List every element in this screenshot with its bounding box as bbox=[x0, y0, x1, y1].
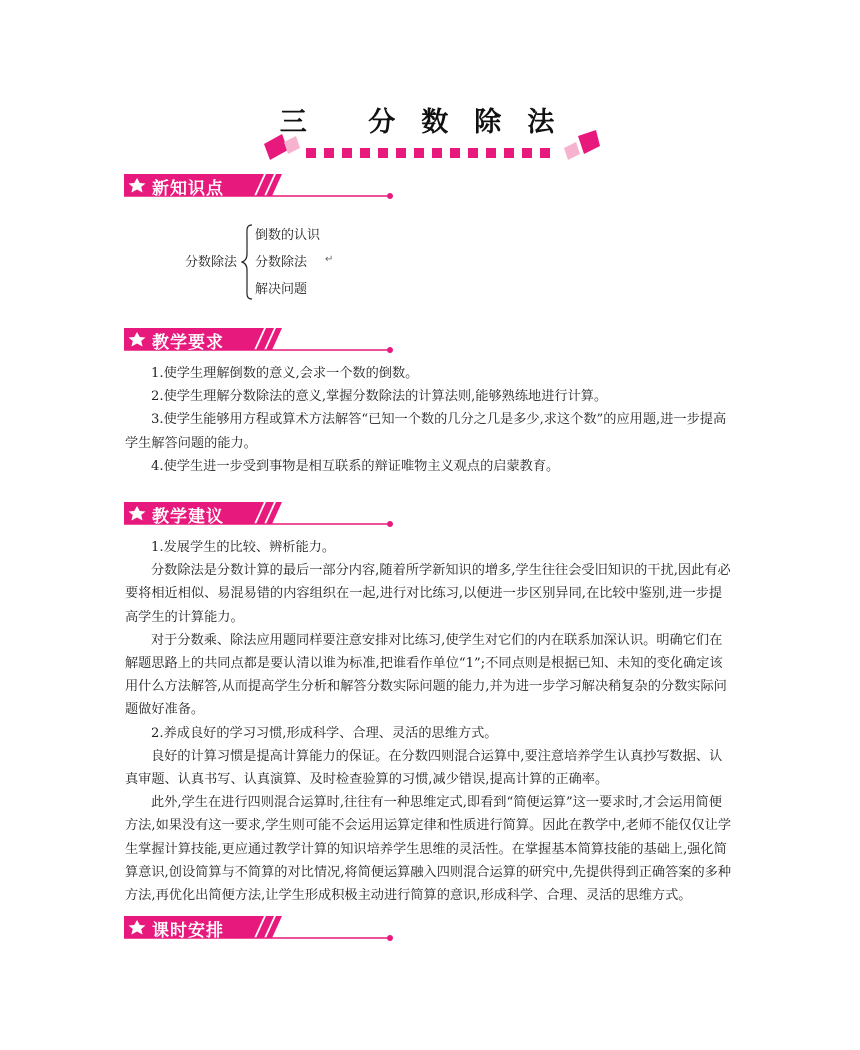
tree-item: 倒数的认识 bbox=[255, 228, 321, 243]
section-title: 教学建议 bbox=[152, 507, 224, 527]
suggestion-paragraph: 对于分数乘、除法应用题同样要注意安排对比练习,使学生对它们的内在联系加深认识。明确它们在解题思路上的共同点都是要认清以谁为标准,把谁看作单位“1”;不同点则是根据已知、未知的变化确定该用什么方法解答,从而提高学生分析和解答分数实际问题的能力,并为进一步学习解决稍复杂的分数实际问题做好准备。 bbox=[125, 632, 727, 718]
tree-root: 分数除法 bbox=[185, 255, 238, 270]
title-decoration bbox=[262, 128, 602, 164]
requirement-item: 2.使学生理解分数除法的意义,掌握分数除法的计算法则,能够熟练地进行计算。 bbox=[151, 389, 608, 405]
suggestion-paragraph: 良好的计算习惯是提高计算能力的保证。在分数四则混合运算中,要注意培养学生认真抄写数据、认真审题、认真书写、认真演算、及时检查验算的习惯,减少错误,提高计算的正确率。 bbox=[125, 748, 723, 788]
section-header-schedule bbox=[124, 914, 394, 954]
section-title: 课时安排 bbox=[152, 921, 224, 941]
knowledge-tree bbox=[185, 222, 385, 300]
suggestion-paragraph: 分数除法是分数计算的最后一部分内容,随着所学新知识的增多,学生往往会受旧知识的干扰,因此有必要将相近相似、易混易错的内容组织在一起,进行对比练习,以便进一步区别异同,在比较中鉴别,进一步提高学生的计算能力。 bbox=[125, 563, 731, 625]
tree-item: 解决问题 bbox=[255, 282, 308, 297]
section-title: 新知识点 bbox=[152, 179, 224, 199]
section-header-suggestions bbox=[124, 500, 394, 540]
suggestions-body bbox=[125, 536, 735, 907]
requirements-list bbox=[125, 362, 735, 478]
requirement-item: 3.使学生能够用方程或算术方法解答“已知一个数的几分之几是多少,求这个数”的应用题,进一步提高学生解答问题的能力。 bbox=[125, 412, 727, 451]
page-title: 三 分数除法 bbox=[279, 107, 581, 138]
requirement-item: 4.使学生进一步受到事物是相互联系的辩证唯物主义观点的启蒙教育。 bbox=[151, 458, 560, 474]
suggestion-paragraph: 此外,学生在进行四则混合运算时,往往有一种思维定式,即看到“简便运算”这一要求时,才会运用简便方法,如果没有这一要求,学生则可能不会运用运算定律和性质进行简算。因此在教学中,老师不能仅仅让学生掌握计算技能,更应通过教学计算的知识培养学生思维的灵活性。在掌握基本简算技能的基础上,强化简算意识,创设简算与不简算的对比情况,将简便运算融入四则混合运算的研究中,先提供得到正确答案的多种方法,再优化出简便方法,让学生形成积极主动进行简算的意识,形成科学、合理、灵活的思维方式。 bbox=[125, 795, 732, 904]
suggestion-heading: 1.发展学生的比较、辨析能力。 bbox=[151, 540, 336, 555]
section-header-knowledge bbox=[124, 172, 394, 212]
tree-item: 分数除法 bbox=[255, 255, 308, 270]
section-title: 教学要求 bbox=[152, 333, 224, 353]
section-header-requirements bbox=[124, 326, 394, 366]
brace-icon bbox=[241, 224, 253, 300]
suggestion-heading: 2.养成良好的学习习惯,形成科学、合理、灵活的思维方式。 bbox=[151, 725, 498, 741]
requirement-item: 1.使学生理解倒数的意义,会求一个数的倒数。 bbox=[151, 366, 419, 381]
return-mark: ↵ bbox=[325, 254, 334, 265]
